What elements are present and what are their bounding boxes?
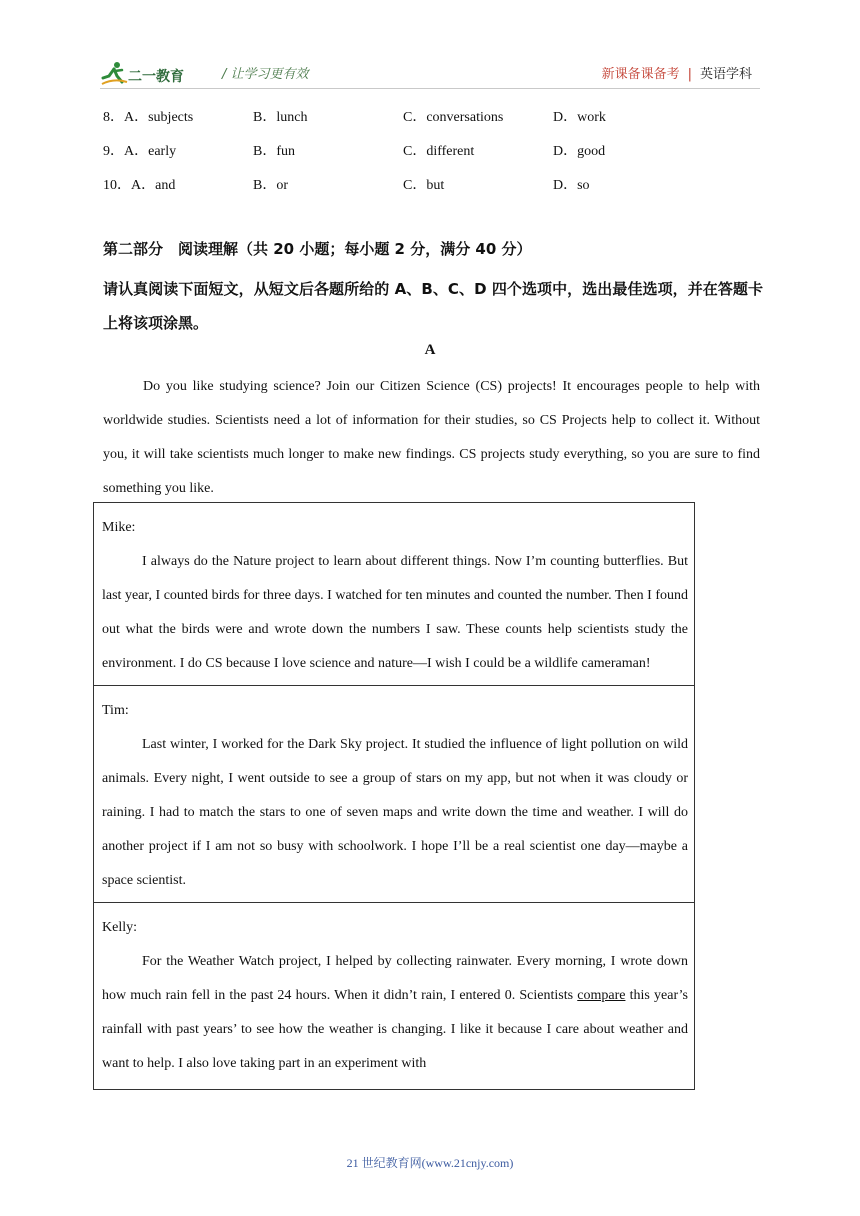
person-name: Tim:	[102, 703, 129, 718]
section-title: 第二部分 阅读理解（共 20 小题；每小题 2 分，满分 40 分）	[103, 240, 532, 258]
option-c: C．different	[403, 144, 475, 159]
runner-logo-icon	[100, 60, 128, 88]
option-b: B．or	[253, 178, 288, 193]
person-text: I always do the Nature project to learn about different things. Now I’m counting butterflies. But last year, I counted birds for three days. I watched for ten minutes and counted the number. Then I found out what the birds were and wrote down the numbers I saw. These counts help scientists study the environment. I do CS because I love science and nature—I wish I could be a wildlife cameraman!	[102, 554, 688, 671]
option-d: D．work	[553, 110, 606, 125]
header-slogan: / 让学习更有效	[222, 67, 309, 82]
header-separator: |	[687, 67, 692, 82]
passage-intro: Do you like studying science? Join our Citizen Science (CS) projects! It encourages people to help with worldwide studies. Scientists need a lot of information for their studies, so CS Projects help to collect it. Without you, it will take scientists much longer to make new findings. CS projects study everything, so you are sure to find something you like.	[103, 379, 760, 496]
header-divider	[100, 88, 760, 89]
option-c: C．but	[403, 178, 445, 193]
table-row	[94, 503, 694, 686]
section-instruction: 请认真阅读下面短文，从短文后各题所给的 A、B、C、D 四个选项中，选出最佳选项，并在答题卡上将该项涂黑。	[103, 280, 763, 332]
header-subject: 英语学科	[699, 67, 752, 82]
table-row	[94, 686, 694, 903]
page-header	[100, 56, 760, 88]
header-category: 新课备课备考	[601, 67, 680, 82]
person-name: Mike:	[102, 520, 136, 535]
passage-label: A	[424, 342, 436, 358]
text-segment: this year’s rainfall with past years’ to see how the weather is changing. I like it because I care about weather and want to help. I also love taking part in an experiment with	[102, 988, 688, 1071]
underlined-word: compare	[577, 988, 626, 1003]
logo	[100, 60, 212, 88]
person-text	[102, 945, 688, 1081]
passage-table	[93, 502, 695, 1090]
person-name: Kelly:	[102, 920, 137, 935]
option-b: B．lunch	[253, 110, 308, 125]
option-a: 10．A．and	[103, 178, 176, 193]
option-d: D．so	[553, 178, 590, 193]
text-segment: For the Weather Watch project, I helped by collecting rainwater. Every morning, I wrote down how much rain fell in the past 24 hours. When it didn’t rain, I entered 0. Scientists	[102, 954, 688, 1003]
header-right	[602, 63, 752, 82]
option-a: 8．A．subjects	[103, 110, 194, 125]
question-options-8	[103, 106, 763, 126]
question-options-9	[103, 140, 763, 160]
question-options-10	[103, 174, 763, 194]
option-b: B．fun	[253, 144, 295, 159]
person-text: Last winter, I worked for the Dark Sky project. It studied the influence of light pollution on wild animals. Every night, I went outside to see a group of stars on my app, but not when it was cloudy or raining. I had to match the stars to one of seven maps and write down the time and weather. I will do another project if I am not so busy with schoolwork. I hope I’ll be a real scientist one day—maybe a space scientist.	[102, 737, 688, 888]
option-d: D．good	[553, 144, 606, 159]
page-footer: 21 世纪教育网(www.21cnjy.com)	[346, 1156, 514, 1170]
option-a: 9．A．early	[103, 144, 177, 159]
option-c: C．conversations	[403, 110, 504, 125]
table-row	[94, 903, 694, 1089]
logo-text: 二一教育	[128, 69, 184, 85]
